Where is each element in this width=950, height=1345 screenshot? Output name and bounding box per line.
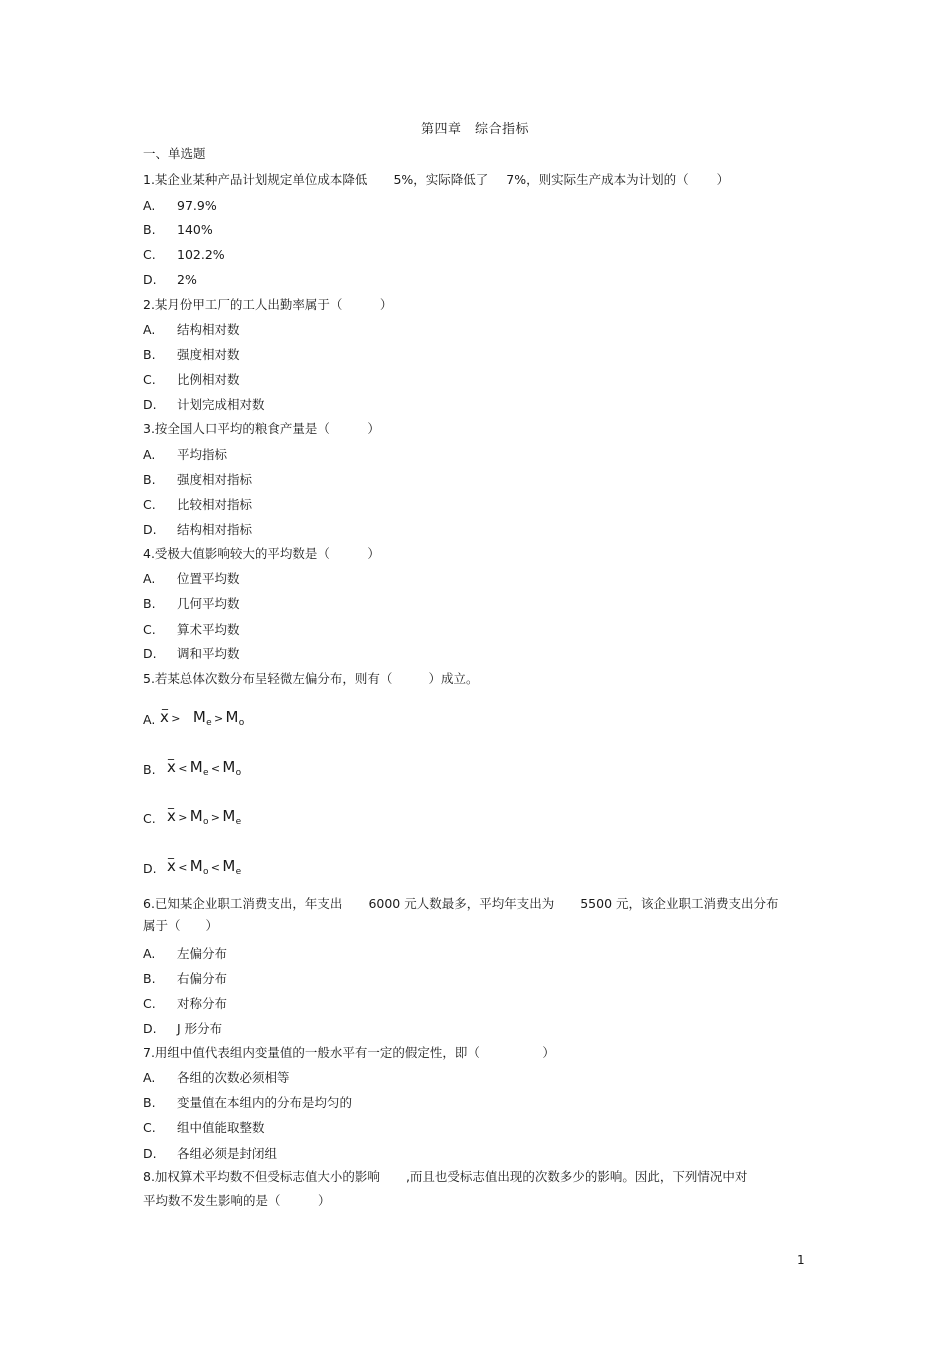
formula-expression: $x < M_e < M_o$ bbox=[167, 758, 242, 778]
q5-option-a: A. _ $x > M_e > M_o$ bbox=[143, 696, 245, 728]
q4-option-c: C. 算术平均数 bbox=[143, 622, 240, 637]
q3-option-c: C. 比较相对指标 bbox=[143, 497, 253, 512]
q6-option-d: D. J 形分布 bbox=[143, 1021, 223, 1036]
mean-bar: _ bbox=[168, 746, 174, 760]
question-1-text-a: 1.某企业某种产品计划规定单位成本降低 bbox=[143, 172, 368, 187]
question-1-text-d: ） bbox=[716, 172, 730, 187]
q7-option-d: D. 各组必须是封闭组 bbox=[143, 1146, 278, 1161]
q1-option-b: B. 140% bbox=[143, 222, 213, 237]
formula-expression: $x > M_o > M_e$ bbox=[167, 807, 242, 827]
page-number: 1 bbox=[797, 1253, 805, 1267]
question-3: 3.按全国人口平均的粮食产量是（ ） bbox=[143, 421, 380, 436]
question-6: 6.已知某企业职工消费支出，年支出 6000 元人数最多，平均年支出为 5500 元，该企业职工消费支出分布 bbox=[143, 896, 779, 911]
question-7: 7.用组中值代表组内变量值的一般水平有一定的假定性，即（ ） bbox=[143, 1045, 555, 1060]
question-8-line-2: 平均数不发生影响的是（ ） bbox=[143, 1193, 331, 1208]
mean-bar: _ bbox=[168, 845, 174, 859]
q4-option-a: A. 位置平均数 bbox=[143, 571, 240, 586]
question-6-line-2: 属于（ ） bbox=[143, 918, 219, 933]
chapter-title: 第四章 综合指标 bbox=[420, 122, 529, 137]
formula-expression: $x < M_o < M_e$ bbox=[167, 857, 242, 877]
question-1 bbox=[143, 172, 729, 188]
question-8: 8.加权算术平均数不但受标志值大小的影响 ,而且也受标志值出现的次数多少的影响。因此，下列情况中对 bbox=[143, 1169, 748, 1184]
q5-option-d: D. _ $x < M_o < M_e$ bbox=[143, 845, 242, 877]
q2-option-c: C. 比例相对数 bbox=[143, 372, 240, 387]
q7-option-b: B. 变量值在本组内的分布是均匀的 bbox=[143, 1095, 353, 1110]
q2-option-a: A. 结构相对数 bbox=[143, 322, 240, 337]
mean-bar: _ bbox=[168, 795, 174, 809]
question-5: 5.若某总体次数分布呈轻微左偏分布，则有（ ）成立。 bbox=[143, 671, 479, 686]
q7-option-c: C. 组中值能取整数 bbox=[143, 1120, 265, 1135]
q7-option-a: A. 各组的次数必须相等 bbox=[143, 1070, 290, 1085]
section-heading: 一、单选题 bbox=[143, 146, 206, 161]
q1-option-a: A. 97.9% bbox=[143, 198, 217, 213]
question-2: 2.某月份甲工厂的工人出勤率属于（ ） bbox=[143, 297, 393, 312]
q5-option-c: C. _ $x > M_o > M_e$ bbox=[143, 795, 242, 827]
q5-option-b: B. _ $x < M_e < M_o$ bbox=[143, 746, 242, 778]
q3-option-b: B. 强度相对指标 bbox=[143, 472, 253, 487]
question-1-text-c: 7%，则实际生产成本为计划的（ bbox=[506, 172, 689, 187]
q3-option-a: A. 平均指标 bbox=[143, 447, 228, 462]
q6-option-c: C. 对称分布 bbox=[143, 996, 228, 1011]
formula-expression: $x > M_e > M_o$ bbox=[160, 708, 245, 728]
question-4: 4.受极大值影响较大的平均数是（ ） bbox=[143, 546, 380, 561]
q1-option-c: C. 102.2% bbox=[143, 247, 225, 262]
question-1-text-b: 5%，实际降低了 bbox=[393, 172, 489, 187]
q2-option-b: B. 强度相对数 bbox=[143, 347, 240, 362]
q4-option-d: D. 调和平均数 bbox=[143, 646, 240, 661]
q1-option-d: D. 2% bbox=[143, 272, 197, 287]
q6-option-b: B. 右偏分布 bbox=[143, 971, 228, 986]
q6-option-a: A. 左偏分布 bbox=[143, 946, 228, 961]
q4-option-b: B. 几何平均数 bbox=[143, 596, 240, 611]
mean-bar: _ bbox=[162, 696, 168, 710]
q2-option-d: D. 计划完成相对数 bbox=[143, 397, 265, 412]
q3-option-d: D. 结构相对指标 bbox=[143, 522, 253, 537]
